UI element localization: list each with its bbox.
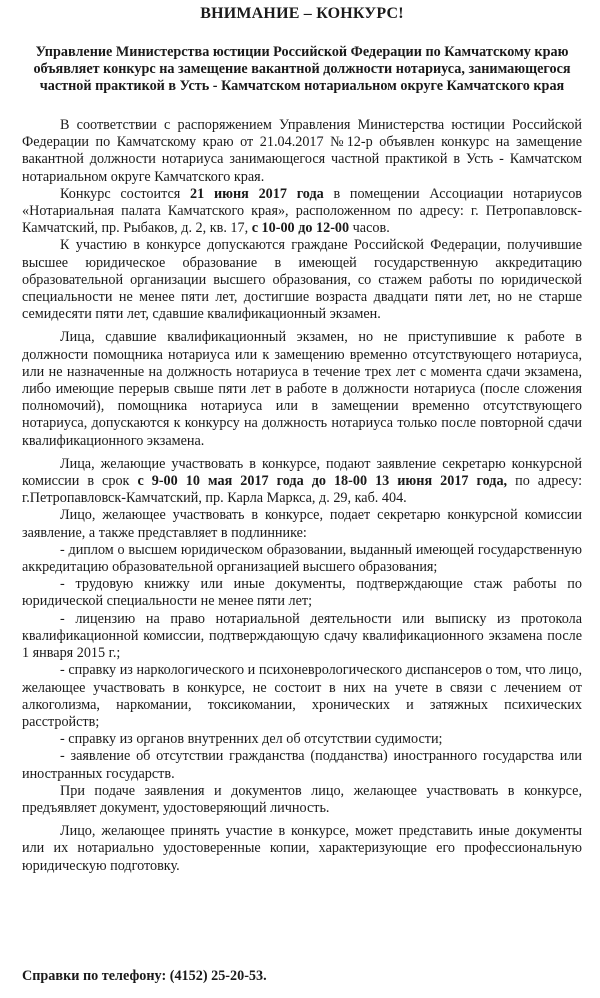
date-text-c: в помещении Ассоциации нотариусов «Нотариальная палата Камчатского края», расположенном по адресу: г. Петропавловск-Камчатский, пр. Рыбаков, д. 2, кв. 17,: [22, 185, 582, 237]
date-text-e: часов.: [349, 220, 390, 237]
date-text-a: Конкурс состоится: [60, 185, 191, 202]
document-item: - заявление об отсутствии гражданства (подданства) иностранного государства или иностранных государств.: [22, 748, 582, 782]
document-item: - трудовую книжку или иные документы, подтверждающие стаж работы по юридической специальности не менее пяти лет;: [22, 576, 582, 610]
paragraph-date-place: [22, 186, 582, 238]
paragraph-application: [22, 456, 582, 508]
document-item: - лицензию на право нотариальной деятельности или выписку из протокола квалификационной комиссии, подтверждающую сдачу квалификационного экзамена после 1 января 2015 г.;: [22, 610, 582, 662]
paragraph-other-documents: Лицо, желающее принять участие в конкурсе, может представить иные документы или их нотариально удостоверенные копии, характеризующие его профессиональную юридическую подготовку.: [22, 823, 582, 874]
contact-phone: Справки по телефону: (4152) 25-20-53.: [22, 968, 267, 984]
contest-date: 21 июня 2017 года: [190, 185, 324, 202]
paragraph-id-document: При подаче заявления и документов лицо, желающее участвовать в конкурсе, предъявляет документ, удостоверяющий личность.: [22, 782, 582, 816]
paragraph-documents-intro: Лицо, желающее участвовать в конкурсе, подает секретарю конкурсной комиссии заявление, а также представляет в подлиннике:: [22, 507, 582, 541]
notice-subtitle: Управление Министерства юстиции Российской Федерации по Камчатскому краю объявляет конкурс на замещение вакантной должности нотариуса, занимающегося частной практикой в Усть - Камчатском нотариальном округе Камчатского края: [33, 44, 571, 94]
document-item: - справку из органов внутренних дел об отсутствии судимости;: [60, 731, 443, 748]
notice-title: ВНИМАНИЕ – КОНКУРС!: [200, 5, 404, 22]
document-item: - диплом о высшем юридическом образовании, выданный имеющей государственную аккредитацию образовательной организацией высшего образования;: [22, 541, 582, 576]
application-text-a: Лица, желающие участвовать в конкурсе, подают заявление секретарю конкурсной комиссии в срок: [22, 455, 582, 490]
paragraph-eligibility: К участию в конкурсе допускаются граждане Российской Федерации, получившие высшее юридическое образование в имеющей государственную аккредитацию образовательной организации высшего образования, со стажем работы по юридической специальности не менее пяти лет, достигшие возраста двадцати пяти лет, но не старше семидесяти пяти лет, сдавшие квалификационный экзамен.: [22, 237, 582, 323]
document-item: - справку из наркологического и психоневрологического диспансеров о том, что лицо, желающее участвовать в конкурсе, не состоит в них на учете в связи с лечением от алкоголизма, наркомании, токсикомании, хронических и затяжных психических расстройств;: [22, 662, 582, 730]
paragraph-order: В соответствии с распоряжением Управления Министерства юстиции Российской Федерации по Камчатскому краю от 21.04.2017 №12-р объявлен конкурс на замещение вакантной должности нотариуса занимающегося частной практикой в Усть - Камчатском нотариальном округе Камчатского края.: [22, 117, 582, 185]
application-text-c: по адресу: г.Петропавловск-Камчатский, пр. Карла Маркса, д. 29, каб. 404.: [22, 473, 583, 507]
application-period: с 9-00 10 мая 2017 года до 18-00 13 июня 2017 года,: [137, 473, 508, 490]
contest-time: с 10-00 до 12-00: [251, 220, 350, 237]
paragraph-reexam: Лица, сдавшие квалификационный экзамен, но не приступившие к работе в должности помощника нотариуса или к замещению временно отсутствующего нотариуса, или не назначенные на должность нотариуса в течение трех лет с момента сдачи экзамена, либо имеющие перерыв свыше пяти лет в работе в должности нотариуса (после сложения полномочий), помощника нотариуса или в замещении временно отсутствующего нотариуса, допускаются к конкурсу на должность нотариуса только после повторной сдачи квалификационного экзамена.: [22, 329, 582, 449]
